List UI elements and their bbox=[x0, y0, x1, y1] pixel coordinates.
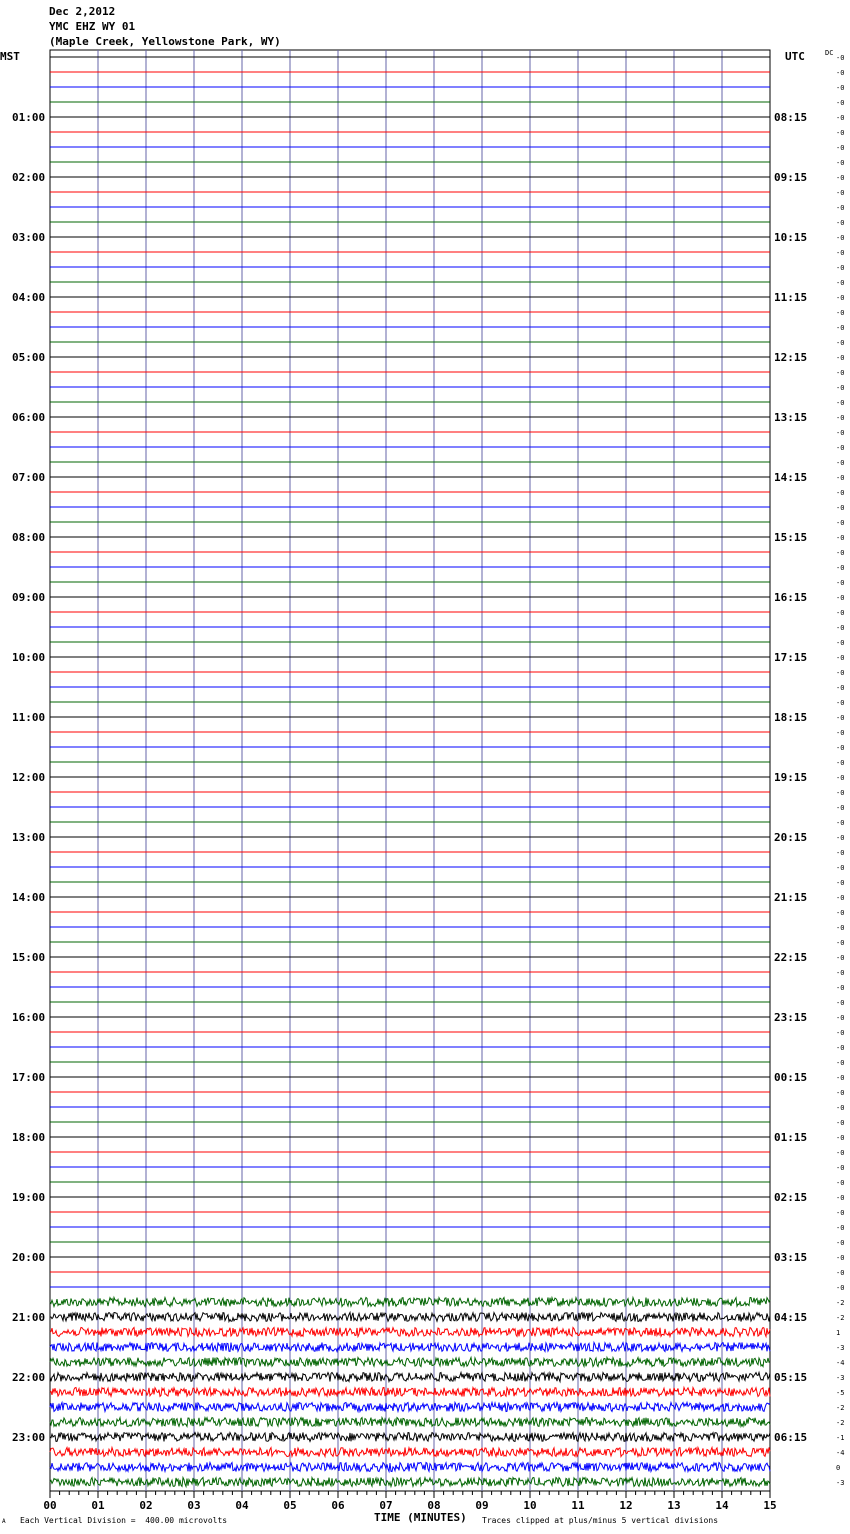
x-tick-label: 09 bbox=[475, 1499, 489, 1512]
mst-hour-label: 17:00 bbox=[12, 1071, 46, 1084]
x-tick-label: 11 bbox=[571, 1499, 585, 1512]
dc-offset-label: -0 bbox=[836, 84, 845, 92]
utc-hour-label: 22:15 bbox=[774, 951, 808, 964]
x-tick-label: 10 bbox=[523, 1499, 537, 1512]
dc-offset-label: -0 bbox=[836, 54, 845, 62]
mst-hour-label: 18:00 bbox=[12, 1131, 46, 1144]
dc-offset-label: -0 bbox=[836, 114, 845, 122]
dc-offset-label: -2 bbox=[836, 1404, 845, 1412]
dc-offset-label: -0 bbox=[836, 759, 845, 767]
dc-offset-label: -0 bbox=[836, 1194, 845, 1202]
utc-hour-label: 15:15 bbox=[774, 531, 808, 544]
dc-offset-label: -0 bbox=[836, 1029, 845, 1037]
x-tick-label: 04 bbox=[235, 1499, 249, 1512]
dc-offset-label: -0 bbox=[836, 144, 845, 152]
dc-offset-label: -0 bbox=[836, 639, 845, 647]
mst-hour-label: 10:00 bbox=[12, 651, 46, 664]
mst-axis-label: MST bbox=[0, 50, 20, 63]
utc-hour-label: 11:15 bbox=[774, 291, 808, 304]
dc-offset-label: -0 bbox=[836, 324, 845, 332]
utc-hour-label: 00:15 bbox=[774, 1071, 808, 1084]
utc-hour-label: 02:15 bbox=[774, 1191, 808, 1204]
dc-offset-label: -0 bbox=[836, 414, 845, 422]
dc-offset-label: -0 bbox=[836, 1059, 845, 1067]
x-tick-label: 02 bbox=[139, 1499, 153, 1512]
dc-offset-label: -0 bbox=[836, 474, 845, 482]
dc-offset-label: -0 bbox=[836, 99, 845, 107]
trace-row-85 bbox=[50, 1328, 770, 1337]
dc-offset-label: -0 bbox=[836, 1044, 845, 1052]
dc-offset-label: -0 bbox=[836, 1104, 845, 1112]
mst-hour-label: 23:00 bbox=[12, 1431, 46, 1444]
dc-offset-label: -0 bbox=[836, 804, 845, 812]
dc-offset-label: -0 bbox=[836, 969, 845, 977]
dc-offset-label: -0 bbox=[836, 369, 845, 377]
mst-hour-label: 14:00 bbox=[12, 891, 46, 904]
dc-offset-label: -0 bbox=[836, 879, 845, 887]
dc-offset-label: -0 bbox=[836, 564, 845, 572]
mst-hour-label: 21:00 bbox=[12, 1311, 46, 1324]
trace-row-94 bbox=[50, 1463, 770, 1472]
trace-row-86 bbox=[50, 1343, 770, 1352]
dc-offset-label: -0 bbox=[836, 504, 845, 512]
dc-offset-label: -0 bbox=[836, 1014, 845, 1022]
dc-offset-label: -3 bbox=[836, 1344, 845, 1352]
x-tick-label: 08 bbox=[427, 1499, 441, 1512]
dc-offset-label: -0 bbox=[836, 1119, 845, 1127]
dc-offset-label: -5 bbox=[836, 1389, 845, 1397]
dc-offset-label: -0 bbox=[836, 69, 845, 77]
mst-hour-label: 02:00 bbox=[12, 171, 46, 184]
dc-offset-label: -0 bbox=[836, 849, 845, 857]
dc-offset-label: -0 bbox=[836, 669, 845, 677]
dc-offset-label: -0 bbox=[836, 699, 845, 707]
utc-hour-label: 23:15 bbox=[774, 1011, 808, 1024]
mst-hour-label: 09:00 bbox=[12, 591, 46, 604]
dc-offset-label: -0 bbox=[836, 189, 845, 197]
x-tick-label: 07 bbox=[379, 1499, 393, 1512]
utc-hour-label: 14:15 bbox=[774, 471, 808, 484]
dc-offset-label: -0 bbox=[836, 714, 845, 722]
utc-hour-label: 13:15 bbox=[774, 411, 808, 424]
mst-hour-label: 22:00 bbox=[12, 1371, 46, 1384]
utc-hour-label: 18:15 bbox=[774, 711, 808, 724]
x-tick-label: 14 bbox=[715, 1499, 729, 1512]
utc-hour-label: 19:15 bbox=[774, 771, 808, 784]
dc-offset-label: -0 bbox=[836, 894, 845, 902]
utc-hour-label: 17:15 bbox=[774, 651, 808, 664]
chart-date: Dec 2,2012 bbox=[49, 5, 116, 18]
mst-hour-label: 03:00 bbox=[12, 231, 46, 244]
mst-hour-label: 12:00 bbox=[12, 771, 46, 784]
x-tick-label: 03 bbox=[187, 1499, 201, 1512]
x-tick-label: 13 bbox=[667, 1499, 681, 1512]
x-axis-title: TIME (MINUTES) bbox=[374, 1511, 467, 1524]
mst-hour-label: 07:00 bbox=[12, 471, 46, 484]
dc-offset-label: -0 bbox=[836, 684, 845, 692]
mst-hour-label: 04:00 bbox=[12, 291, 46, 304]
dc-offset-label: -0 bbox=[836, 774, 845, 782]
dc-offset-label: -0 bbox=[836, 1209, 845, 1217]
utc-hour-label: 01:15 bbox=[774, 1131, 808, 1144]
corner-mark: A bbox=[2, 1518, 6, 1525]
dc-offset-label: -0 bbox=[836, 834, 845, 842]
dc-offset-label: -0 bbox=[836, 129, 845, 137]
utc-hour-label: 21:15 bbox=[774, 891, 808, 904]
utc-hour-label: 04:15 bbox=[774, 1311, 808, 1324]
dc-offset-label: -0 bbox=[836, 939, 845, 947]
dc-offset-label: 0 bbox=[836, 1464, 841, 1472]
dc-offset-label: -0 bbox=[836, 339, 845, 347]
dc-offset-label: -0 bbox=[836, 1089, 845, 1097]
dc-offset-label: -0 bbox=[836, 174, 845, 182]
dc-offset-label: -2 bbox=[836, 1419, 845, 1427]
x-tick-label: 12 bbox=[619, 1499, 633, 1512]
x-tick-label: 05 bbox=[283, 1499, 297, 1512]
dc-offset-label: -4 bbox=[836, 1449, 845, 1457]
mst-hour-label: 20:00 bbox=[12, 1251, 46, 1264]
dc-offset-label: -3 bbox=[836, 1479, 845, 1487]
scale-note: Each Vertical Division = 400.00 microvolts bbox=[20, 1516, 228, 1525]
trace-row-91 bbox=[50, 1418, 770, 1427]
mst-hour-label: 16:00 bbox=[12, 1011, 46, 1024]
utc-hour-label: 08:15 bbox=[774, 111, 808, 124]
dc-offset-label: -0 bbox=[836, 234, 845, 242]
chart-location: (Maple Creek, Yellowstone Park, WY) bbox=[49, 35, 281, 48]
dc-offset-label: -0 bbox=[836, 1149, 845, 1157]
dc-offset-label: -4 bbox=[836, 1359, 845, 1367]
dc-offset-label: -0 bbox=[836, 729, 845, 737]
dc-offset-label: -0 bbox=[836, 159, 845, 167]
mst-hour-label: 13:00 bbox=[12, 831, 46, 844]
mst-hour-label: 01:00 bbox=[12, 111, 46, 124]
dc-offset-label: -0 bbox=[836, 519, 845, 527]
dc-offset-label: -0 bbox=[836, 819, 845, 827]
trace-row-84 bbox=[50, 1313, 770, 1322]
chart-station: YMC EHZ WY 01 bbox=[49, 20, 136, 33]
dc-offset-label: -0 bbox=[836, 1254, 845, 1262]
dc-offset-label: -0 bbox=[836, 489, 845, 497]
dc-offset-label: -0 bbox=[836, 1164, 845, 1172]
trace-row-88 bbox=[50, 1373, 770, 1382]
trace-row-92 bbox=[50, 1433, 770, 1442]
dc-offset-label: -0 bbox=[836, 204, 845, 212]
dc-offset-label: -0 bbox=[836, 864, 845, 872]
dc-offset-label: -3 bbox=[836, 1374, 845, 1382]
trace-row-87 bbox=[50, 1358, 770, 1367]
dc-offset-label: -0 bbox=[836, 609, 845, 617]
dc-offset-label: -0 bbox=[836, 984, 845, 992]
trace-row-89 bbox=[50, 1388, 770, 1397]
dc-offset-label: -0 bbox=[836, 594, 845, 602]
trace-row-90 bbox=[50, 1403, 770, 1412]
mst-hour-label: 11:00 bbox=[12, 711, 46, 724]
dc-offset-label: -2 bbox=[836, 1314, 845, 1322]
dc-offset-label: -0 bbox=[836, 909, 845, 917]
dc-offset-label: -0 bbox=[836, 1269, 845, 1277]
dc-offset-label: -0 bbox=[836, 279, 845, 287]
dc-offset-label: -0 bbox=[836, 264, 845, 272]
utc-hour-label: 20:15 bbox=[774, 831, 808, 844]
dc-offset-label: -0 bbox=[836, 1179, 845, 1187]
utc-hour-label: 06:15 bbox=[774, 1431, 808, 1444]
utc-hour-label: 16:15 bbox=[774, 591, 808, 604]
dc-label: DC bbox=[825, 49, 834, 57]
dc-offset-label: 1 bbox=[836, 1329, 841, 1337]
clip-note: Traces clipped at plus/minus 5 vertical divisions bbox=[482, 1516, 719, 1525]
dc-offset-label: -2 bbox=[836, 1299, 845, 1307]
dc-offset-label: -0 bbox=[836, 1074, 845, 1082]
dc-offset-label: -0 bbox=[836, 444, 845, 452]
dc-offset-label: -0 bbox=[836, 309, 845, 317]
dc-offset-label: -0 bbox=[836, 1224, 845, 1232]
dc-offset-label: -0 bbox=[836, 1239, 845, 1247]
dc-offset-label: -0 bbox=[836, 354, 845, 362]
trace-row-93 bbox=[50, 1448, 770, 1457]
mst-hour-label: 15:00 bbox=[12, 951, 46, 964]
utc-axis-label: UTC bbox=[785, 50, 805, 63]
x-tick-label: 06 bbox=[331, 1499, 345, 1512]
dc-offset-label: -0 bbox=[836, 654, 845, 662]
x-tick-label: 00 bbox=[43, 1499, 57, 1512]
dc-offset-label: -0 bbox=[836, 924, 845, 932]
x-tick-label: 01 bbox=[91, 1499, 105, 1512]
mst-hour-label: 19:00 bbox=[12, 1191, 46, 1204]
utc-hour-label: 05:15 bbox=[774, 1371, 808, 1384]
dc-offset-label: -0 bbox=[836, 219, 845, 227]
dc-offset-label: -0 bbox=[836, 384, 845, 392]
dc-offset-label: -0 bbox=[836, 789, 845, 797]
dc-offset-label: -0 bbox=[836, 429, 845, 437]
mst-hour-label: 08:00 bbox=[12, 531, 46, 544]
dc-offset-label: -0 bbox=[836, 954, 845, 962]
dc-offset-label: -0 bbox=[836, 999, 845, 1007]
dc-offset-label: -0 bbox=[836, 549, 845, 557]
dc-offset-label: -0 bbox=[836, 399, 845, 407]
trace-row-83 bbox=[50, 1298, 770, 1307]
dc-offset-label: -0 bbox=[836, 459, 845, 467]
dc-offset-label: -0 bbox=[836, 1284, 845, 1292]
mst-hour-label: 06:00 bbox=[12, 411, 46, 424]
trace-row-95 bbox=[50, 1478, 770, 1487]
dc-offset-label: -0 bbox=[836, 534, 845, 542]
plot-frame bbox=[50, 50, 770, 1491]
dc-offset-label: -0 bbox=[836, 624, 845, 632]
dc-offset-label: -0 bbox=[836, 1134, 845, 1142]
dc-offset-label: -0 bbox=[836, 579, 845, 587]
utc-hour-label: 03:15 bbox=[774, 1251, 808, 1264]
dc-offset-label: -0 bbox=[836, 249, 845, 257]
utc-hour-label: 09:15 bbox=[774, 171, 808, 184]
mst-hour-label: 05:00 bbox=[12, 351, 46, 364]
dc-offset-label: -0 bbox=[836, 294, 845, 302]
x-tick-label: 15 bbox=[763, 1499, 777, 1512]
dc-offset-label: -1 bbox=[836, 1434, 845, 1442]
dc-offset-label: -0 bbox=[836, 744, 845, 752]
utc-hour-label: 12:15 bbox=[774, 351, 808, 364]
utc-hour-label: 10:15 bbox=[774, 231, 808, 244]
